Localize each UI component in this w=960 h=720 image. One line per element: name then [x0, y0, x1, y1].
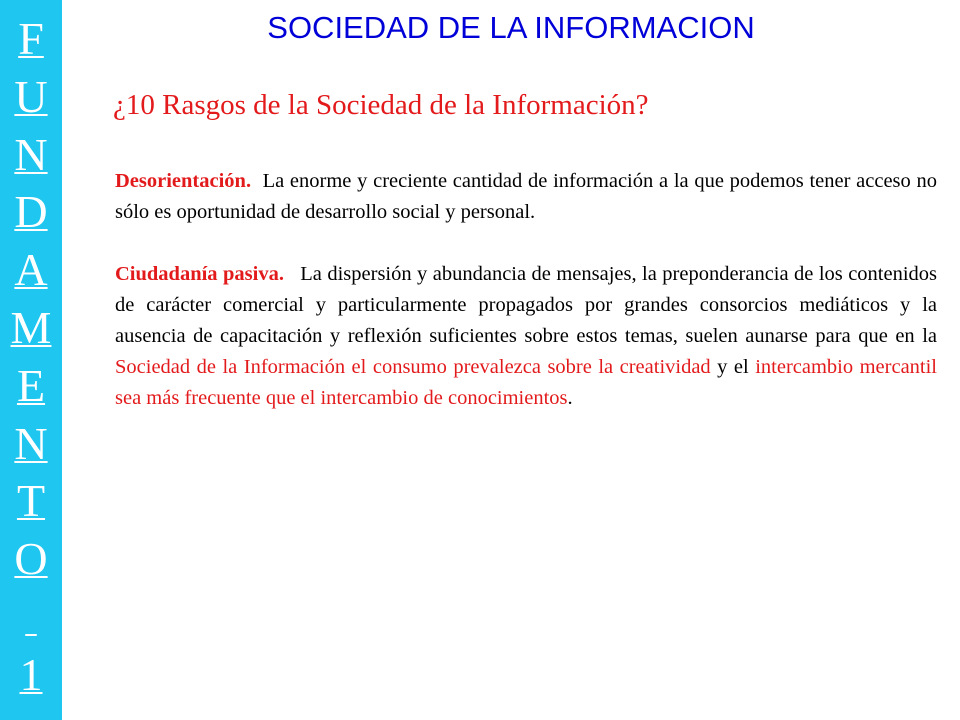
vertical-letter: D [14, 186, 48, 238]
paragraph-text: y el [710, 356, 756, 378]
vertical-letter: T [16, 475, 46, 527]
vertical-letter: U [14, 70, 48, 122]
vertical-letter: M [10, 301, 52, 353]
term-gap [284, 263, 300, 285]
vertical-letter-spacer [0, 588, 62, 646]
slide-subtitle: ¿10 Rasgos de la Sociedad de la Información? [113, 89, 649, 121]
term-gap [251, 170, 262, 192]
side-bar [0, 0, 62, 720]
vertical-number: 1 [19, 648, 43, 700]
paragraph-text: La enorme y creciente cantidad de información a la que podemos tener acceso no sólo es oportunidad de desarrollo social y personal. [115, 170, 938, 223]
paragraph-ciudadania-pasiva [115, 259, 937, 414]
paragraph-desorientacion [115, 166, 937, 228]
highlight-intercambio: intercambio mercantil sea más frecuente que el intercambio de conocimientos [115, 356, 938, 409]
vertical-letter: N [14, 128, 48, 180]
vertical-letter: E [16, 359, 46, 411]
vertical-letter: A [14, 244, 48, 296]
term-desorientacion: Desorientación. [115, 170, 252, 192]
paragraph-text: . [567, 387, 573, 409]
paragraph-text: La dispersión y abundancia de mensajes, la preponderancia de los contenidos de carácter comercial y particularmente propagados por grandes consorcios mediáticos y la ausencia de capacitación y reflexión suficientes sobre estos temas, suelen aunarse para que en la [115, 263, 938, 347]
vertical-letter: N [14, 417, 48, 469]
highlight-consumo: Sociedad de la Información el consumo prevalezca sobre la creatividad [115, 356, 711, 378]
vertical-letter: O [14, 533, 48, 585]
slide-title: SOCIEDAD DE LA INFORMACION [267, 10, 755, 45]
vertical-heading [0, 10, 62, 704]
term-ciudadania-pasiva: Ciudadanía pasiva. [115, 263, 284, 285]
vertical-letter: F [18, 13, 44, 64]
